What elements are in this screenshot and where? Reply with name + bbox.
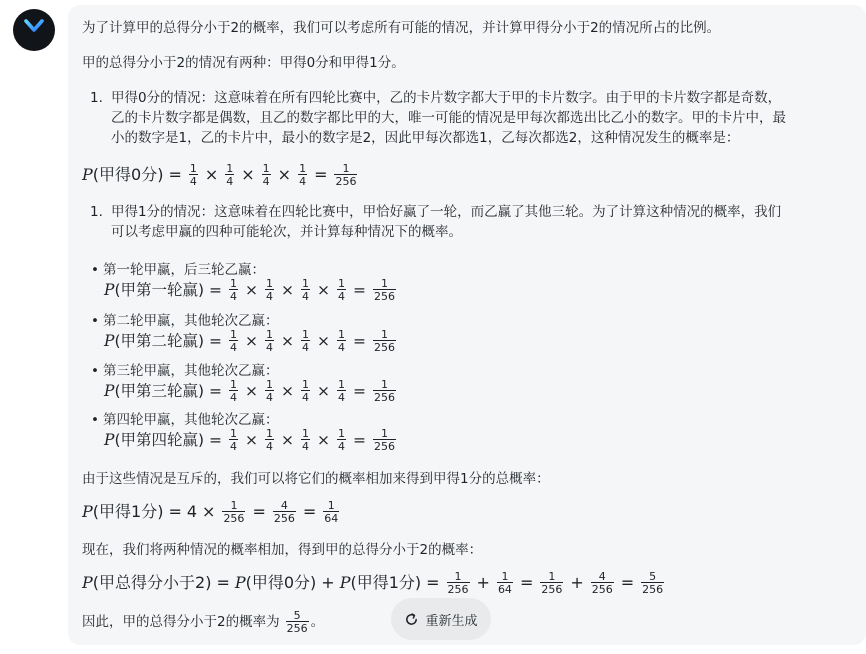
bullet-dot: • [91, 262, 99, 278]
fraction: $\frac{1}{4}$ [226, 162, 234, 188]
fraction: $\frac{1}{4}$ [299, 162, 307, 188]
fraction: $\frac{1}{256}$ [335, 162, 357, 188]
assistant-avatar [13, 9, 55, 51]
bullet-dot: • [91, 363, 99, 379]
regenerate-button[interactable] [391, 598, 491, 640]
list-item-line: 小的数字是1，乙的卡片中，最小的数字是2，因此甲每次都选1，乙每次都选2，这种情况发生的概率是： [111, 130, 740, 146]
regenerate-label: 重新生成 [425, 613, 478, 629]
math-times: × [241, 165, 255, 184]
equation-p-one: P (甲得1分) = 4 × $\frac{1}{256}$ = $\frac{4}{256}$ = $\frac{1}{64}$ [82, 499, 339, 525]
bullet-dot: • [91, 313, 99, 329]
equation-round-four: P (甲第四轮赢) = $\frac{1}{4}$ × $\frac{1}{4}$ × $\frac{1}{4}$ × $\frac{1}{4}$ = $\frac{1}{256}$ [104, 427, 396, 453]
equation-p-zero [82, 163, 359, 187]
paragraph-cases: 甲的总得分小于2的情况有两种：甲得0分和甲得1分。 [82, 55, 405, 71]
equation-round-three: P (甲第三轮赢) = $\frac{1}{4}$ × $\frac{1}{4}$ × $\frac{1}{4}$ × $\frac{1}{4}$ = $\frac{1}{256}$ [104, 378, 396, 404]
equation-event: (甲总得分小于2) [92, 573, 212, 592]
bullet-dot: • [91, 412, 99, 428]
paragraph-mutually-exclusive: 由于这些情况是互斥的，我们可以将它们的概率相加来得到甲得1分的总概率： [82, 471, 550, 487]
equation-event: (甲得0分) [92, 165, 164, 184]
paragraph-intro: 为了计算甲的总得分小于2的概率，我们可以考虑所有可能的情况，并计算甲得分小于2的情况所占的比例。 [82, 20, 721, 36]
math-p-symbol: P [82, 502, 93, 521]
math-times: × [204, 165, 219, 184]
refresh-icon [404, 612, 419, 627]
coefficient: 4 [186, 502, 198, 521]
math-times: × [277, 165, 292, 184]
math-equals: = [168, 165, 182, 184]
math-p-symbol: P [82, 573, 93, 592]
bullet-label: 第二轮甲赢，其他轮次乙赢： [103, 313, 279, 329]
equation-event: (甲得1分) [92, 502, 164, 521]
equation-round-two: P (甲第二轮赢) = $\frac{1}{4}$ × $\frac{1}{4}$ × $\frac{1}{4}$ × $\frac{1}{4}$ = $\frac{1}{256}$ [104, 328, 396, 354]
paragraph-sum: 现在，我们将两种情况的概率相加，得到甲的总得分小于2的概率： [82, 542, 483, 558]
y-logo-icon [22, 18, 46, 42]
paragraph-conclusion [82, 610, 324, 634]
fraction: $\frac{5}{256}$ [286, 609, 308, 635]
list-number: 1. [90, 204, 103, 220]
bullet-label: 第四轮甲赢，其他轮次乙赢： [103, 412, 279, 428]
fraction: $\frac{1}{4}$ [189, 162, 197, 188]
equation-total: P (甲总得分小于2) = P (甲得0分) + P (甲得1分) = $\frac{1}{256}$ + $\frac{1}{64}$ = $\frac{1}{256}$ + $\frac{4}{256}$ = $\frac{5}{256}$ [82, 570, 664, 596]
bullet-label: 第一轮甲赢，后三轮乙赢： [103, 262, 265, 278]
math-p-symbol: P [82, 165, 93, 184]
bullet-label: 第三轮甲赢，其他轮次乙赢： [103, 363, 279, 379]
conclusion-text: 因此，甲的总得分小于2的概率为 [82, 614, 280, 630]
conclusion-period: 。 [310, 614, 325, 630]
list-item-case-zero [90, 88, 860, 148]
math-equals: = [314, 165, 328, 184]
list-number: 1. [90, 90, 103, 106]
list-item-case-one [90, 202, 860, 242]
equation-round-one: P (甲第一轮赢) = $\frac{1}{4}$ × $\frac{1}{4}$ × $\frac{1}{4}$ × $\frac{1}{4}$ = $\frac{1}{256}$ [104, 277, 396, 303]
list-item-line: 甲得1分的情况：这意味着在四轮比赛中，甲恰好赢了一轮，而乙赢了其他三轮。为了计算这种情况的概率，我们 [111, 204, 782, 220]
list-item-line: 可以考虑甲赢的四种可能轮次，并计算每种情况下的概率。 [111, 224, 462, 240]
list-item-line: 乙的卡片数字都是偶数，且乙的数字都比甲的大，唯一可能的情况是甲每次都选出比乙小的数字。甲的卡片中，最 [111, 110, 786, 126]
list-item-line: 甲得0分的情况：这意味着在所有四轮比赛中，乙的卡片数字都大于甲的卡片数字。由于甲的卡片数字都是奇数， [111, 90, 782, 106]
fraction: $\frac{1}{4}$ [262, 162, 270, 188]
